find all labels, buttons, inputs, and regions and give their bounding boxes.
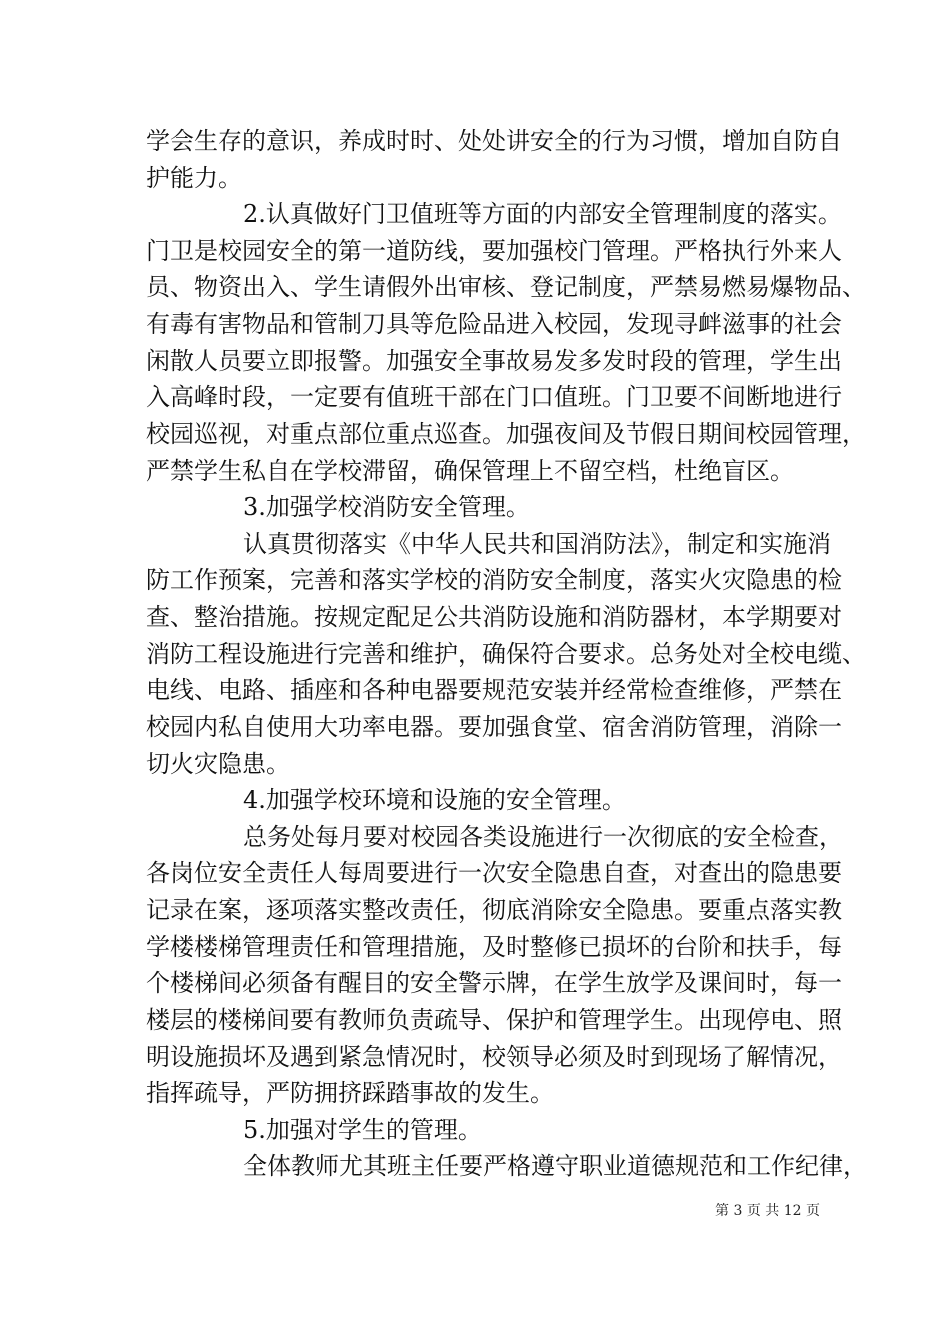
text-line: 消防工程设施进行完善和维护，确保符合要求。总务处对全校电缆、 [146,640,866,668]
text-line: 校园内私自使用大功率电器。要加强食堂、宿舍消防管理，消除一 [146,713,842,741]
text-line: 总务处每月要对校园各类设施进行一次彻底的安全检查， [243,823,843,851]
text-line: 闲散人员要立即报警。加强安全事故易发多发时段的管理，学生出 [146,347,842,375]
section-heading-4: 4.加强学校环境和设施的安全管理。 [243,786,626,814]
text-line: 学会生存的意识，养成时时、处处讲安全的行为习惯，增加自防自 [146,127,842,155]
text-line: 学楼楼梯管理责任和管理措施，及时整修已损坏的台阶和扶手，每 [146,933,842,961]
text-line: 严禁学生私自在学校滞留，确保管理上不留空档，杜绝盲区。 [146,457,794,485]
text-line: 防工作预案，完善和落实学校的消防安全制度，落实火灾隐患的检 [146,566,842,594]
text-line: 电线、电路、插座和各种电器要规范安装并经常检查维修，严禁在 [146,676,842,704]
text-line: 楼层的楼梯间要有教师负责疏导、保护和管理学生。出现停电、照 [146,1006,842,1034]
text-line: 查、整治措施。按规定配足公共消防设施和消防器材，本学期要对 [146,603,842,631]
text-line: 指挥疏导，严防拥挤踩踏事故的发生。 [146,1079,554,1107]
section-heading-2: 2.认真做好门卫值班等方面的内部安全管理制度的落实。 [243,200,842,228]
section-heading-3: 3.加强学校消防安全管理。 [243,493,530,521]
section-heading-5: 5.加强对学生的管理。 [243,1116,482,1144]
text-line: 全体教师尤其班主任要严格遵守职业道德规范和工作纪律， [243,1152,867,1180]
text-line: 护能力。 [146,164,242,192]
text-line: 各岗位安全责任人每周要进行一次安全隐患自查，对查出的隐患要 [146,859,842,887]
text-line: 切火灾隐患。 [146,750,290,778]
text-line: 明设施损坏及遇到紧急情况时，校领导必须及时到现场了解情况， [146,1043,842,1071]
text-line: 门卫是校园安全的第一道防线，要加强校门管理。严格执行外来人 [146,237,842,265]
page-number-footer: 第 3 页 共 12 页 [715,1203,820,1219]
text-line: 记录在案，逐项落实整改责任，彻底消除安全隐患。要重点落实教 [146,896,842,924]
text-line: 校园巡视，对重点部位重点巡查。加强夜间及节假日期间校园管理， [146,420,866,448]
text-line: 入高峰时段，一定要有值班干部在门口值班。门卫要不间断地进行 [146,383,842,411]
text-line: 员、物资出入、学生请假外出审核、登记制度，严禁易燃易爆物品、 [146,273,866,301]
text-line: 认真贯彻落实《中华人民共和国消防法》，制定和实施消 [243,530,831,558]
text-line: 个楼梯间必须备有醒目的安全警示牌，在学生放学及课间时，每一 [146,969,842,997]
text-line: 有毒有害物品和管制刀具等危险品进入校园，发现寻衅滋事的社会 [146,310,842,338]
